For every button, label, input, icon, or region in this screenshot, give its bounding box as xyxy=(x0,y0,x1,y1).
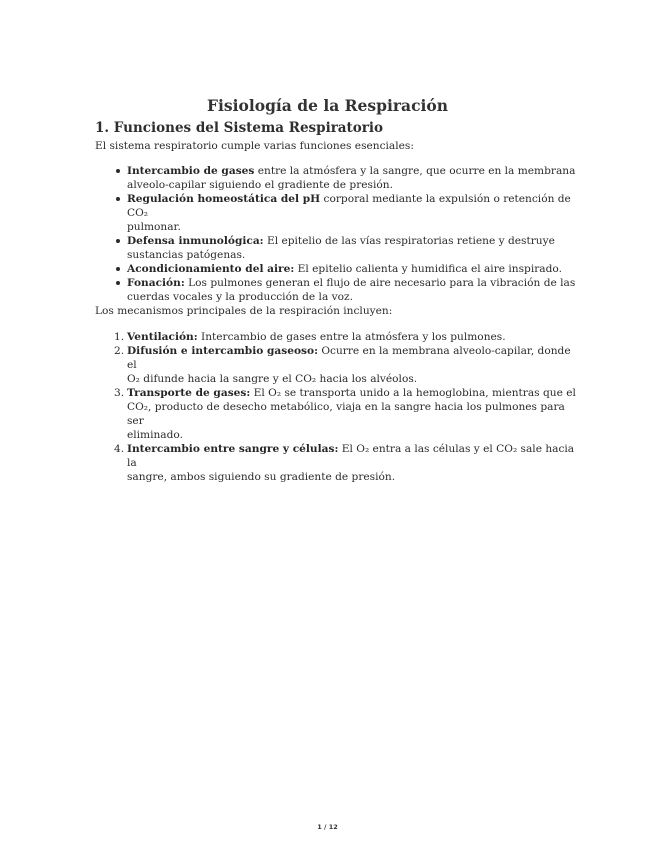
item-text: alveolo-capilar siguiendo el gradiente de presión. xyxy=(127,179,393,191)
item-text: sangre, ambos siguiendo su gradiente de presión. xyxy=(127,471,396,483)
mechanisms-list xyxy=(110,330,579,484)
list-item xyxy=(127,234,579,262)
item-term: Fonación: xyxy=(127,277,185,289)
item-term: Intercambio de gases xyxy=(127,165,255,177)
item-text: El O₂ se transporta unido a la hemoglobina, mientras que el xyxy=(250,387,576,399)
page-title: Fisiología de la Respiración xyxy=(207,96,448,115)
item-term: Ventilación: xyxy=(127,331,198,343)
list-item xyxy=(127,262,579,276)
item-text: cuerdas vocales y la producción de la voz. xyxy=(127,291,353,303)
item-text: entre la atmósfera y la sangre, que ocurre en la membrana xyxy=(254,165,576,177)
functions-list xyxy=(110,164,579,304)
item-text: sustancias patógenas. xyxy=(127,249,246,261)
item-text: pulmonar. xyxy=(127,221,181,233)
list-item xyxy=(127,164,579,192)
page-number: 1 / 12 xyxy=(317,823,338,831)
mechanisms-intro: Los mecanismos principales de la respiración incluyen: xyxy=(95,305,393,317)
item-term: Acondicionamiento del aire: xyxy=(127,263,295,275)
section-intro: El sistema respiratorio cumple varias funciones esenciales: xyxy=(95,140,414,152)
list-item xyxy=(127,192,579,234)
list-number: 2. xyxy=(114,345,125,357)
item-text: Intercambio de gases entre la atmósfera y los pulmones. xyxy=(197,331,506,343)
item-text: O₂ difunde hacia la sangre y el CO₂ hacia los alvéolos. xyxy=(127,373,418,385)
list-item xyxy=(114,330,579,344)
item-term: Regulación homeostática del pH xyxy=(127,193,321,205)
list-number: 3. xyxy=(114,387,125,399)
item-text: CO₂, producto de desecho metabólico, viaja en la sangre hacia los pulmones para ser xyxy=(127,401,565,427)
item-text: Ocurre en la membrana alveolo-capilar, donde el xyxy=(127,345,571,371)
item-term: Defensa inmunológica: xyxy=(127,235,264,247)
item-text: corporal mediante la expulsión o retención de CO₂ xyxy=(127,193,571,219)
list-item xyxy=(114,386,579,442)
item-text: El epitelio de las vías respiratorias retiene y destruye xyxy=(263,235,555,247)
list-item xyxy=(114,344,579,386)
item-text: Los pulmones generan el flujo de aire necesario para la vibración de las xyxy=(184,277,576,289)
item-term: Intercambio entre sangre y células: xyxy=(127,443,339,455)
list-number: 1. xyxy=(114,331,125,343)
item-term: Transporte de gases: xyxy=(127,387,251,399)
item-term: Difusión e intercambio gaseoso: xyxy=(127,345,318,357)
list-item xyxy=(127,276,579,304)
list-number: 4. xyxy=(114,443,125,455)
item-text: El epitelio calienta y humidifica el aire inspirado. xyxy=(294,263,562,275)
item-text: El O₂ entra a las células y el CO₂ sale hacia la xyxy=(127,443,575,469)
item-text: eliminado. xyxy=(127,429,183,441)
section-heading: 1. Funciones del Sistema Respiratorio xyxy=(95,120,384,136)
list-item xyxy=(114,442,579,484)
